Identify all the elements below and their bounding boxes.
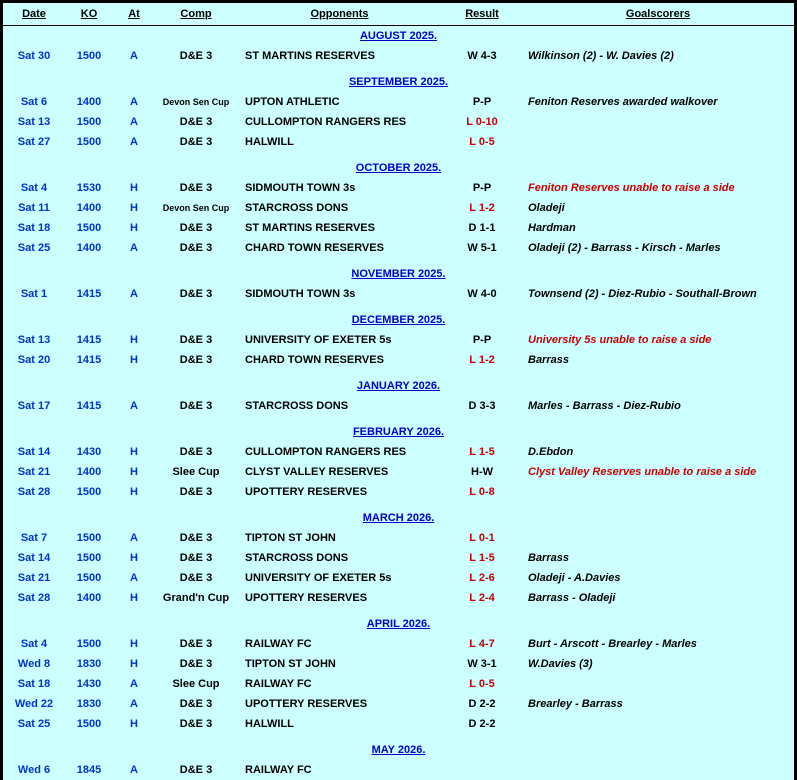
column-header-at: At [113,3,155,26]
fixture-date: Sat 25 [3,238,65,258]
fixture-date: Sat 28 [3,588,65,608]
month-heading-row [3,310,794,330]
fixture-result: D 3-3 [442,396,522,416]
table-row [3,92,794,112]
month-heading: JANUARY 2026. [3,376,794,396]
fixture-venue: H [113,714,155,734]
month-heading-row [3,376,794,396]
fixture-competition: D&E 3 [155,528,237,548]
fixture-result: L 1-2 [442,198,522,218]
fixture-competition: Slee Cup [155,462,237,482]
fixture-competition: D&E 3 [155,568,237,588]
fixture-venue: A [113,132,155,152]
month-heading: DECEMBER 2025. [3,310,794,330]
fixture-goalscorers: University 5s unable to raise a side [522,330,794,350]
month-heading-row [3,422,794,442]
fixture-goalscorers: Oladeji [522,198,794,218]
fixture-kickoff: 1500 [65,528,113,548]
table-row [3,330,794,350]
fixture-kickoff: 1400 [65,198,113,218]
table-row [3,178,794,198]
month-heading-row [3,508,794,528]
month-heading: NOVEMBER 2025. [3,264,794,284]
fixture-competition: D&E 3 [155,760,237,780]
column-header-comp: Comp [155,3,237,26]
fixture-date: Sat 1 [3,284,65,304]
fixtures-table [3,3,794,780]
month-heading-row [3,614,794,634]
table-row [3,674,794,694]
table-row [3,284,794,304]
fixture-opponents: SIDMOUTH TOWN 3s [237,284,442,304]
fixture-competition: D&E 3 [155,46,237,66]
fixture-result: W 5-1 [442,238,522,258]
fixture-kickoff: 1415 [65,330,113,350]
fixture-kickoff: 1500 [65,568,113,588]
fixture-competition: D&E 3 [155,112,237,132]
fixture-opponents: UNIVERSITY OF EXETER 5s [237,568,442,588]
fixture-result: W 3-1 [442,654,522,674]
fixture-venue: A [113,674,155,694]
fixture-kickoff: 1400 [65,92,113,112]
fixture-opponents: UPTON ATHLETIC [237,92,442,112]
fixture-date: Sat 21 [3,568,65,588]
fixture-venue: H [113,198,155,218]
fixture-date: Sat 13 [3,112,65,132]
fixture-competition: D&E 3 [155,442,237,462]
table-row [3,462,794,482]
fixture-result: W 4-0 [442,284,522,304]
table-row [3,568,794,588]
fixture-goalscorers [522,528,794,548]
fixture-result: P-P [442,178,522,198]
fixture-competition: D&E 3 [155,284,237,304]
fixture-date: Sat 30 [3,46,65,66]
fixture-kickoff: 1400 [65,238,113,258]
fixture-opponents: HALWILL [237,714,442,734]
fixture-goalscorers: Oladeji (2) - Barrass - Kirsch - Marles [522,238,794,258]
fixture-result: L 0-5 [442,674,522,694]
fixture-kickoff: 1830 [65,654,113,674]
fixture-kickoff: 1415 [65,396,113,416]
fixture-kickoff: 1430 [65,674,113,694]
fixture-goalscorers: Barrass [522,548,794,568]
fixture-kickoff: 1830 [65,694,113,714]
fixture-competition: D&E 3 [155,178,237,198]
fixture-competition: D&E 3 [155,132,237,152]
fixture-opponents: SIDMOUTH TOWN 3s [237,178,442,198]
fixture-date: Sat 25 [3,714,65,734]
fixture-opponents: CHARD TOWN RESERVES [237,238,442,258]
fixture-opponents: CLYST VALLEY RESERVES [237,462,442,482]
fixture-competition: D&E 3 [155,482,237,502]
fixture-goalscorers [522,132,794,152]
fixture-venue: A [113,568,155,588]
fixture-result: P-P [442,92,522,112]
fixture-result: L 2-6 [442,568,522,588]
fixture-opponents: STARCROSS DONS [237,548,442,568]
column-header-goalscorers: Goalscorers [522,3,794,26]
fixtures-body [3,26,794,780]
fixture-venue: H [113,548,155,568]
fixture-competition: D&E 3 [155,330,237,350]
fixture-kickoff: 1400 [65,462,113,482]
fixture-kickoff: 1500 [65,112,113,132]
table-row [3,714,794,734]
fixture-opponents: STARCROSS DONS [237,198,442,218]
fixture-opponents: UNIVERSITY OF EXETER 5s [237,330,442,350]
fixture-venue: A [113,396,155,416]
fixture-result: L 1-5 [442,548,522,568]
fixture-result: H-W [442,462,522,482]
fixture-goalscorers: Hardman [522,218,794,238]
fixture-competition: D&E 3 [155,548,237,568]
fixture-goalscorers: Oladeji - A.Davies [522,568,794,588]
table-row [3,350,794,370]
month-heading: MARCH 2026. [3,508,794,528]
fixture-date: Sat 4 [3,634,65,654]
month-heading: APRIL 2026. [3,614,794,634]
month-heading: FEBRUARY 2026. [3,422,794,442]
fixture-result: L 2-4 [442,588,522,608]
fixture-venue: H [113,178,155,198]
fixture-competition: Devon Sen Cup [155,198,237,218]
fixture-date: Sat 21 [3,462,65,482]
fixture-date: Sat 6 [3,92,65,112]
fixture-venue: H [113,218,155,238]
fixture-result: L 0-8 [442,482,522,502]
fixture-result: L 4-7 [442,634,522,654]
fixture-venue: A [113,760,155,780]
fixture-goalscorers: Marles - Barrass - Diez-Rubio [522,396,794,416]
table-row [3,218,794,238]
fixture-venue: H [113,350,155,370]
fixture-opponents: CHARD TOWN RESERVES [237,350,442,370]
fixture-date: Sat 11 [3,198,65,218]
fixture-opponents: UPOTTERY RESERVES [237,482,442,502]
fixture-venue: H [113,482,155,502]
fixture-date: Sat 4 [3,178,65,198]
month-heading-row [3,26,794,47]
fixture-kickoff: 1500 [65,218,113,238]
fixture-kickoff: 1415 [65,284,113,304]
table-row [3,482,794,502]
fixture-result: D 1-1 [442,218,522,238]
fixture-goalscorers: D.Ebdon [522,442,794,462]
column-header-date: Date [3,3,65,26]
fixture-opponents: RAILWAY FC [237,760,442,780]
fixture-result: D 2-2 [442,694,522,714]
fixture-venue: A [113,528,155,548]
fixture-venue: A [113,694,155,714]
table-row [3,634,794,654]
fixture-venue: H [113,462,155,482]
table-row [3,238,794,258]
fixture-competition: D&E 3 [155,396,237,416]
fixture-goalscorers: Townsend (2) - Diez-Rubio - Southall-Brown [522,284,794,304]
column-header-opponents: Opponents [237,3,442,26]
fixture-goalscorers: Feniton Reserves unable to raise a side [522,178,794,198]
fixture-kickoff: 1500 [65,482,113,502]
fixture-competition: Grand'n Cup [155,588,237,608]
fixture-date: Sat 27 [3,132,65,152]
fixture-kickoff: 1530 [65,178,113,198]
month-heading: SEPTEMBER 2025. [3,72,794,92]
fixture-goalscorers: Brearley - Barrass [522,694,794,714]
fixture-venue: H [113,442,155,462]
fixture-competition: D&E 3 [155,714,237,734]
fixture-goalscorers [522,714,794,734]
table-row [3,112,794,132]
fixture-opponents: ST MARTINS RESERVES [237,218,442,238]
fixture-goalscorers [522,482,794,502]
fixture-kickoff: 1500 [65,714,113,734]
month-heading-row [3,158,794,178]
fixture-date: Wed 22 [3,694,65,714]
fixture-result: W 4-3 [442,46,522,66]
fixture-goalscorers [522,112,794,132]
fixture-date: Sat 28 [3,482,65,502]
column-header-result: Result [442,3,522,26]
fixture-opponents: CULLOMPTON RANGERS RES [237,112,442,132]
month-heading-row [3,264,794,284]
fixture-result: L 0-5 [442,132,522,152]
fixture-venue: A [113,238,155,258]
fixture-opponents: UPOTTERY RESERVES [237,588,442,608]
fixture-venue: A [113,92,155,112]
month-heading: AUGUST 2025. [3,26,794,47]
fixture-kickoff: 1500 [65,548,113,568]
table-row [3,46,794,66]
fixture-competition: D&E 3 [155,350,237,370]
fixture-date: Sat 14 [3,548,65,568]
fixture-result: L 1-5 [442,442,522,462]
fixture-opponents: CULLOMPTON RANGERS RES [237,442,442,462]
table-row [3,588,794,608]
fixture-date: Sat 13 [3,330,65,350]
fixture-venue: H [113,330,155,350]
fixture-opponents: STARCROSS DONS [237,396,442,416]
fixture-goalscorers: Barrass - Oladeji [522,588,794,608]
fixture-competition: D&E 3 [155,654,237,674]
fixture-venue: H [113,654,155,674]
table-row [3,528,794,548]
fixture-date: Sat 18 [3,674,65,694]
month-heading: OCTOBER 2025. [3,158,794,178]
table-row [3,760,794,780]
fixture-result: L 1-2 [442,350,522,370]
fixture-opponents: ST MARTINS RESERVES [237,46,442,66]
fixture-opponents: TIPTON ST JOHN [237,654,442,674]
fixture-competition: D&E 3 [155,694,237,714]
fixture-goalscorers [522,674,794,694]
fixture-venue: A [113,284,155,304]
fixture-kickoff: 1500 [65,46,113,66]
fixture-venue: H [113,634,155,654]
table-row [3,132,794,152]
fixture-competition: Devon Sen Cup [155,92,237,112]
fixture-goalscorers: Clyst Valley Reserves unable to raise a side [522,462,794,482]
fixture-date: Sat 7 [3,528,65,548]
month-heading: MAY 2026. [3,740,794,760]
fixture-goalscorers [522,760,794,780]
table-row [3,654,794,674]
fixture-date: Sat 20 [3,350,65,370]
fixture-goalscorers: Burt - Arscott - Brearley - Marles [522,634,794,654]
fixture-date: Wed 6 [3,760,65,780]
fixture-goalscorers: Wilkinson (2) - W. Davies (2) [522,46,794,66]
fixture-kickoff: 1415 [65,350,113,370]
fixture-opponents: UPOTTERY RESERVES [237,694,442,714]
fixture-date: Sat 18 [3,218,65,238]
fixture-kickoff: 1500 [65,132,113,152]
fixture-kickoff: 1400 [65,588,113,608]
fixture-kickoff: 1845 [65,760,113,780]
fixture-goalscorers: Barrass [522,350,794,370]
column-header-ko: KO [65,3,113,26]
fixture-date: Wed 8 [3,654,65,674]
fixture-result [442,760,522,780]
fixture-date: Sat 14 [3,442,65,462]
month-heading-row [3,72,794,92]
fixture-opponents: RAILWAY FC [237,634,442,654]
fixture-kickoff: 1500 [65,634,113,654]
table-header-row [3,3,794,26]
fixture-competition: D&E 3 [155,634,237,654]
table-row [3,442,794,462]
month-heading-row [3,740,794,760]
fixture-competition: D&E 3 [155,218,237,238]
fixture-competition: D&E 3 [155,238,237,258]
fixture-competition: Slee Cup [155,674,237,694]
fixture-result: P-P [442,330,522,350]
fixture-goalscorers: Feniton Reserves awarded walkover [522,92,794,112]
fixture-venue: A [113,46,155,66]
fixture-result: L 0-1 [442,528,522,548]
fixture-opponents: RAILWAY FC [237,674,442,694]
fixture-venue: H [113,588,155,608]
fixture-opponents: TIPTON ST JOHN [237,528,442,548]
fixture-date: Sat 17 [3,396,65,416]
fixture-venue: A [113,112,155,132]
fixture-opponents: HALWILL [237,132,442,152]
table-row [3,694,794,714]
table-row [3,396,794,416]
fixture-result: D 2-2 [442,714,522,734]
fixture-result: L 0-10 [442,112,522,132]
table-row [3,198,794,218]
table-row [3,548,794,568]
fixture-goalscorers: W.Davies (3) [522,654,794,674]
fixture-kickoff: 1430 [65,442,113,462]
